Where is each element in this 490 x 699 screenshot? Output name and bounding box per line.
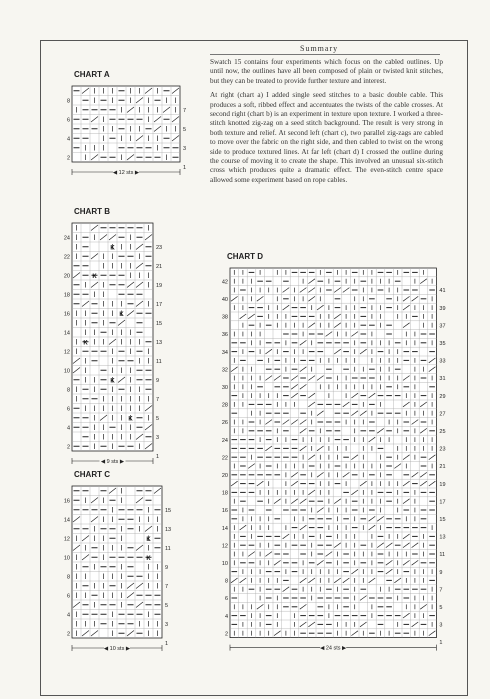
row-number-left: 12 <box>63 536 70 543</box>
row-number-left: 20 <box>221 473 228 479</box>
stitch-count-label: ◀ 12 sts ▶ <box>112 170 140 176</box>
row-number-right: 17 <box>439 499 446 506</box>
row-number-right: 1 <box>183 165 187 172</box>
row-number-left: 8 <box>66 98 70 105</box>
row-number-right: 15 <box>439 517 446 523</box>
row-number-right: 17 <box>156 302 163 309</box>
row-number-left: 16 <box>221 508 228 515</box>
summary-paragraph-2: At right (chart a) I added single seed stitches to a basic double cable. This produces a soft, ribbed effect and accentuates the twists of the cable crosses. At second right (chart b) is an experiment in texture upon texture. I worked a three-stitch knotted zig-zag on a seed stitch background. The result is very strong in both texture and relief. At second left (chart c), two parallel zig-zags are cabled to move over the fabric on the right side, and then cabled to twist on the wrong side to produce textured lines. At far left (chart d) I crossed the outline during the course of moving it to create the shape. This involved an unusual six-stitch cross which produces quite a dramatic effect. The even-stitch centre space allowed some experiment based on rope cables. <box>210 91 443 184</box>
row-number-right: 35 <box>439 341 446 347</box>
row-number-right: 15 <box>156 321 163 328</box>
summary-divider <box>210 54 440 55</box>
row-number-left: 32 <box>221 367 228 374</box>
row-number-right: 3 <box>165 622 169 629</box>
chart-c-title: CHART C <box>74 470 110 479</box>
row-number-left: 10 <box>221 561 228 567</box>
row-number-right: 5 <box>165 603 169 610</box>
row-number-right: 37 <box>439 323 446 330</box>
row-number-right: 11 <box>439 552 446 559</box>
row-number-left: 14 <box>221 525 228 532</box>
row-number-right: 21 <box>156 264 163 271</box>
row-number-left: 40 <box>221 297 228 303</box>
knot-symbol: K <box>110 245 115 252</box>
row-number-left: 4 <box>224 613 228 620</box>
row-number-right: 9 <box>156 378 160 385</box>
row-number-right: 1 <box>439 640 443 647</box>
row-number-right: 5 <box>183 127 187 134</box>
stitch-count-label: ◀ 24 sts ▶ <box>320 645 347 652</box>
summary-paragraph-1: Swatch 15 contains four experiments which focus on the cabled outlines. Up until now, the outlines have all been composed of plain or twisted knit stitches, but they can be treated to provide further texture and interest. <box>210 58 443 85</box>
row-number-left: 24 <box>221 437 228 444</box>
row-number-right: 39 <box>439 305 446 312</box>
row-number-right: 19 <box>439 481 446 488</box>
row-number-left: 12 <box>221 543 228 550</box>
row-number-left: 8 <box>224 578 228 585</box>
row-number-right: 41 <box>439 288 446 295</box>
knot-symbol: K <box>110 378 115 385</box>
row-number-right: 3 <box>439 622 443 629</box>
row-number-left: 2 <box>66 631 70 638</box>
row-number-right: 1 <box>165 641 169 648</box>
row-number-left: 14 <box>63 517 70 524</box>
row-number-right: 7 <box>165 584 169 591</box>
row-number-right: 11 <box>156 359 162 366</box>
chart-b-title: CHART B <box>74 207 110 216</box>
row-number-left: 4 <box>66 612 70 619</box>
knot-symbol: K <box>146 537 151 544</box>
knot-symbol: K <box>83 340 88 347</box>
row-number-right: 5 <box>439 605 443 611</box>
chart-a <box>60 82 200 182</box>
row-number-right: 13 <box>165 527 172 534</box>
row-number-left: 6 <box>66 593 70 600</box>
row-number-left: 8 <box>66 387 70 394</box>
chart-c <box>60 482 185 652</box>
row-number-left: 26 <box>221 420 228 427</box>
row-number-left: 8 <box>66 574 70 581</box>
row-number-right: 3 <box>156 435 160 442</box>
row-number-left: 28 <box>221 402 228 409</box>
knot-symbol: K <box>128 416 133 423</box>
chart-a-title: CHART A <box>74 70 110 79</box>
row-number-left: 6 <box>224 596 228 603</box>
row-number-left: 14 <box>63 330 70 337</box>
chart-d <box>210 264 450 659</box>
row-number-right: 1 <box>156 454 160 461</box>
row-number-right: 13 <box>156 340 163 347</box>
row-number-left: 16 <box>63 498 70 505</box>
knot-symbol: K <box>92 274 97 281</box>
row-number-right: 19 <box>156 283 163 290</box>
row-number-left: 18 <box>63 292 70 299</box>
row-number-right: 25 <box>439 429 446 435</box>
knot-symbol: K <box>146 556 151 563</box>
row-number-left: 6 <box>66 117 70 124</box>
row-number-right: 3 <box>183 146 187 153</box>
row-number-left: 38 <box>221 314 228 321</box>
row-number-left: 2 <box>66 155 70 162</box>
row-number-right: 23 <box>439 446 446 453</box>
row-number-left: 24 <box>63 235 70 242</box>
row-number-left: 2 <box>66 444 70 451</box>
summary-heading: Summary <box>300 44 339 53</box>
row-number-left: 22 <box>63 254 70 261</box>
row-number-right: 31 <box>439 376 446 383</box>
row-number-right: 7 <box>183 108 187 115</box>
row-number-left: 36 <box>221 332 228 339</box>
row-number-left: 4 <box>66 136 70 143</box>
row-number-right: 21 <box>439 464 446 471</box>
row-number-right: 7 <box>156 397 160 404</box>
row-number-right: 7 <box>439 587 443 594</box>
row-number-right: 11 <box>165 546 171 553</box>
chart-d-title: CHART D <box>227 252 263 261</box>
row-number-left: 12 <box>63 349 70 356</box>
row-number-left: 10 <box>63 368 70 375</box>
row-number-right: 9 <box>165 565 169 572</box>
row-number-left: 20 <box>63 273 70 280</box>
row-number-left: 10 <box>63 555 70 562</box>
chart-b <box>60 219 180 465</box>
row-number-right: 13 <box>439 534 446 541</box>
stitch-count-label: ◀ 10 sts ▶ <box>103 646 131 652</box>
row-number-left: 16 <box>63 311 70 318</box>
row-number-left: 30 <box>221 385 228 391</box>
row-number-right: 15 <box>165 508 172 515</box>
row-number-right: 33 <box>439 358 446 365</box>
summary-text <box>210 58 443 190</box>
row-number-right: 5 <box>156 416 160 423</box>
knot-symbol: K <box>119 312 124 319</box>
row-number-right: 27 <box>439 411 446 418</box>
row-number-left: 18 <box>221 490 228 497</box>
row-number-right: 23 <box>156 245 163 252</box>
row-number-left: 42 <box>221 279 228 286</box>
stitch-count-label: ◀ 9 sts ▶ <box>100 459 125 465</box>
row-number-right: 29 <box>439 393 446 400</box>
row-number-left: 6 <box>66 406 70 413</box>
row-number-right: 9 <box>439 569 443 576</box>
row-number-left: 22 <box>221 455 228 462</box>
row-number-left: 34 <box>221 349 228 356</box>
row-number-left: 4 <box>66 425 70 432</box>
row-number-left: 2 <box>224 631 228 638</box>
